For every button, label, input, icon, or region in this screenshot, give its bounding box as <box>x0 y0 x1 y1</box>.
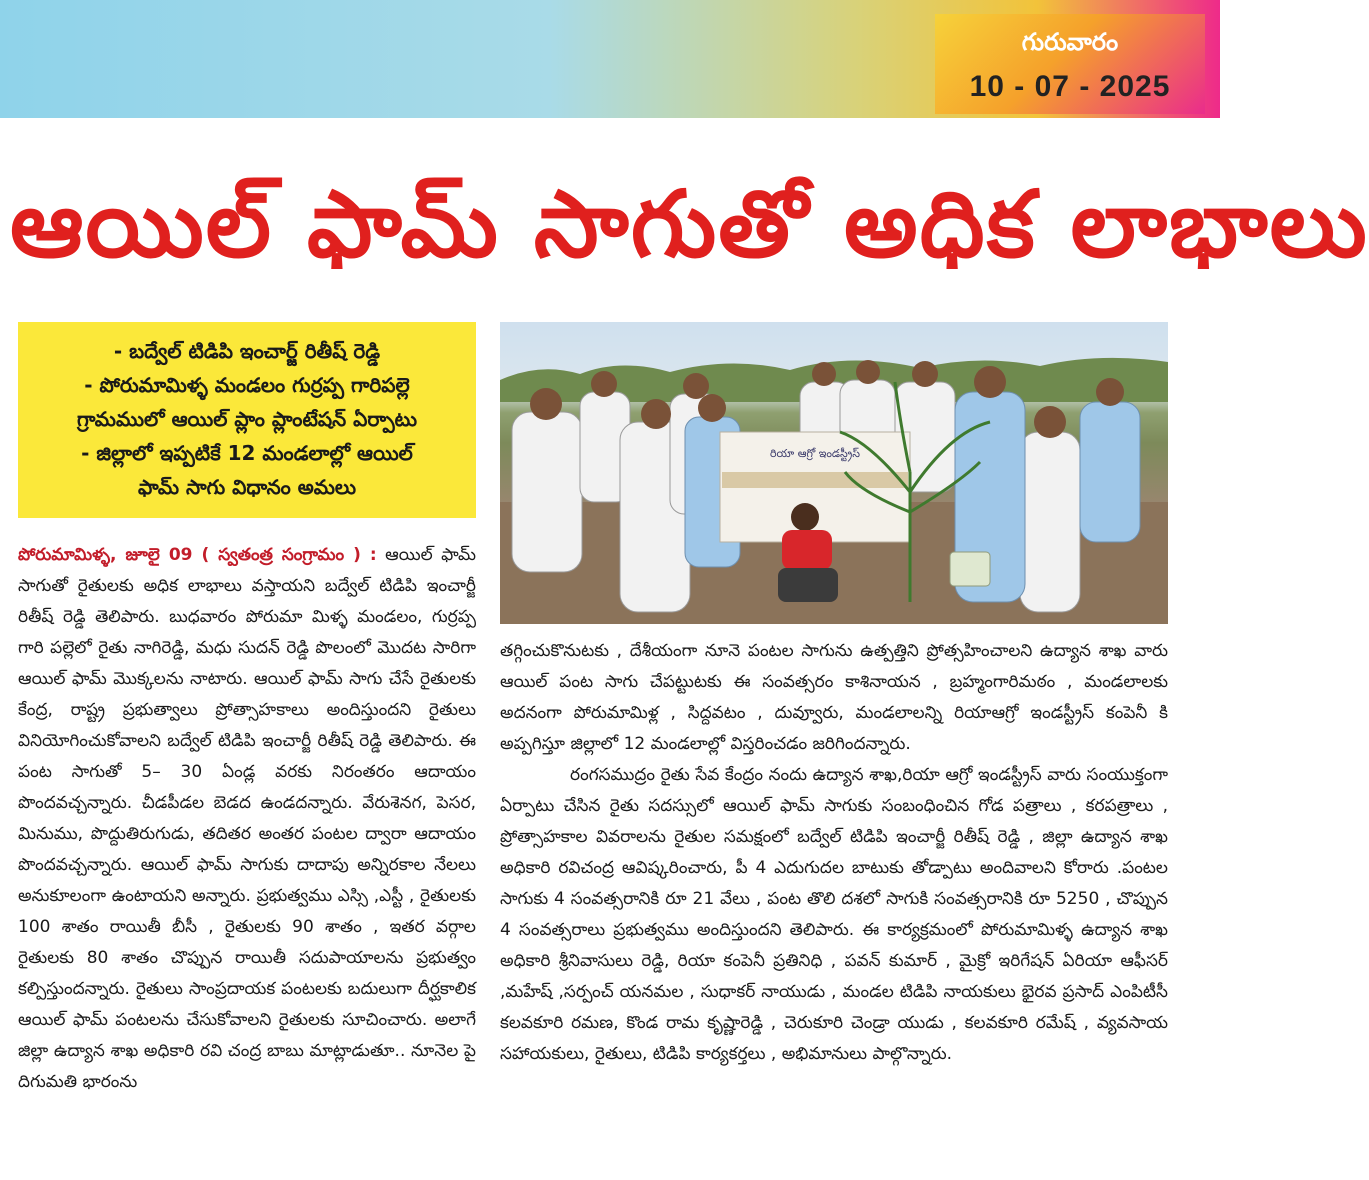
dateline: పోరుమామిళ్ళ, జూలై 09 ( స్వతంత్ర సంగ్రామం ) : <box>18 545 377 565</box>
highlight-line: ఫామ్ సాగు విధానం అమలు <box>138 475 356 499</box>
highlight-line: - జిల్లాలో ఇప్పటికే 12 మండలాల్లో ఆయిల్ <box>81 441 413 465</box>
article-left-column <box>18 540 476 1170</box>
highlights-box <box>18 322 476 518</box>
article-body-left: ఆయిల్ ఫామ్ సాగుతో రైతులకు అధిక లాభాలు వస్తాయని బద్వేల్ టిడిపి ఇంచార్జీ రితీష్ రెడ్డి తెలిపారు. బుధవారం పోరుమా మిళ్ళ మండలం, గుర్రప్ప గారి పల్లెలో రైతు నాగిరెడ్డి, మధు సుదన్ రెడ్డి పొలంలో మొదట సారిగా ఆయిల్ ఫామ్ మొక్కలను నాటారు. ఆయిల్ ఫామ్ సాగు చేసే రైతులకు కేంద్ర, రాష్ట్ర ప్రభుత్వాలు ప్రోత్సాహకాలు అందిస్తుందని రైతులు వినియోగించుకోవాలని బద్వేల్ టిడిపి ఇంచార్జీ రితీష్ రెడ్డి తెలిపారు. ఈ పంట సాగుతో 5– 30 ఏండ్ల వరకు నిరంతరం ఆదాయం పొందవచ్చన్నారు. చీడపీడల బెడద ఉండదన్నారు. వేరుశెనగ, పెసర, మినుము, పొద్దుతిరుగుడు, తదితర అంతర పంటల ద్వారా ఆదాయం పొందవచ్చన్నారు. ఆయిల్ ఫామ్ సాగుకు దాదాపు అన్నిరకాల నేలలు అనుకూలంగా ఉంటాయని అన్నారు. ప్రభుత్వము ఎస్సి ,ఎస్టీ , రైతులకు 100 శాతం రాయితీ బీసీ , రైతులకు 90 శాతం , ఇతర వర్గాల రైతులకు 80 శాతం చొప్పున రాయితీ సదుపాయాలను ప్రభుత్వం కల్పిస్తుందన్నారు. రైతులు సాంప్రదాయక పంటలకు బదులుగా దీర్ఘకాలిక ఆయిల్ ఫామ్ పంటలను చేసుకోవాలని రైతులకు సూచించారు. అలాగే జిల్లా ఉద్యాన శాఖ అధికారి రవి చంద్ర బాబు మాట్లాడుతూ.. నూనెల పై దిగుమతి భారంను <box>18 545 477 1092</box>
banner-text: రియా ఆగ్రో ఇండస్ట్రీస్ <box>770 447 860 460</box>
issue-date: 10 - 07 - 2025 <box>969 70 1171 103</box>
article-paragraph: తగ్గించుకొనుటకు , దేశీయంగా నూనె పంటల సాగును ఉత్పత్తిని ప్రోత్సహించాలని ఉద్యాన శాఖ వారు ఆయిల్ పంట సాగు చేపట్టుటకు ఈ సంవత్సరం కాశినాయన , బ్రహ్మంగారిమఠం , మండలాలకు అదనంగా పోరుమామిళ్ల , సిద్దవటం , దువ్వూరు, మండలాలన్ని రియాఆగ్రో ఇండస్ట్రీస్ కంపెనీ కి అప్పగిస్తూ జిల్లాలో 12 మండలాల్లో విస్తరించడం జరిగిందన్నారు. <box>500 641 1168 754</box>
highlight-line: - బద్వేల్ టిడిపి ఇంచార్జ్ రితీష్ రెడ్డి <box>113 339 381 363</box>
article-paragraph: రంగసముద్రం రైతు సేవ కేంద్రం నందు ఉద్యాన శాఖ,రియా ఆగ్రో ఇండస్ట్రీస్ వారు సంయుక్తంగా ఏర్పాటు చేసిన రైతు సదస్సులో ఆయిల్ ఫామ్ సాగుకు సంబంధించిన గోడ పత్రాలు , కరపత్రాలు , ప్రోత్సాహకాల వివరాలను రైతుల సమక్షంలో బద్వేల్ టిడిపి ఇంచార్జీ రితీష్ రెడ్డి , జిల్లా ఉద్యాన శాఖ అధికారి రవిచంద్ర ఆవిష్కరించారు, పీ 4 ఎదుగుదల బాటుకు తోడ్పాటు అందివాలని కోరారు .పంటల సాగుకు 4 సంవత్సరానికి రూ 21 వేలు , పంట తొలి దశలో సాగుకి సంవత్సరానికి రూ 5250 , చొప్పున 4 సంవత్సరాలు ప్రభుత్వము అందిస్తుందని తెలిపారు. ఈ కార్యక్రమంలో పోరుమామిళ్ళ ఉద్యాన శాఖ అధికారి శ్రీనివాసులు రెడ్డి, రియా కంపెనీ ప్రతినిధి , పవన్ కుమార్ , మైక్రో ఇరిగేషన్ ఏరియా ఆఫీసర్ ,మహేష్ ,సర్పంచ్ యనమల , సుధాకర్ నాయుడు , మండల టిడిపి నాయకులు భైరవ ప్రసాద్ ఎంపిటీసీ కలవకూరి రమణ, కొండ రామ కృష్ణారెడ్డి , చెరుకూరి చెండ్రా యుడు , కలవకూరి రమేష్ , వ్యవసాయ సహాయకులు, రైతులు, టిడిపి కార్యకర్తలు , అభిమానులు పాల్గొన్నారు. <box>500 765 1168 1064</box>
date-box <box>935 14 1205 114</box>
headline: ఆయిల్ ఫామ్ సాగుతో అధిక లాభాలు <box>10 171 1369 278</box>
highlight-line: గ్రామములో ఆయిల్ ప్లాం ప్లాంటేషన్ ఏర్పాటు <box>77 407 417 431</box>
highlight-line: - పోరుమామిళ్ళ మండలం గుర్రప్ప గారిపల్లె <box>84 373 410 397</box>
photo-illustration <box>500 322 1168 624</box>
event-photo <box>500 322 1168 624</box>
issue-day: గురువారం <box>1021 28 1119 56</box>
article-right-column <box>500 636 1168 1166</box>
